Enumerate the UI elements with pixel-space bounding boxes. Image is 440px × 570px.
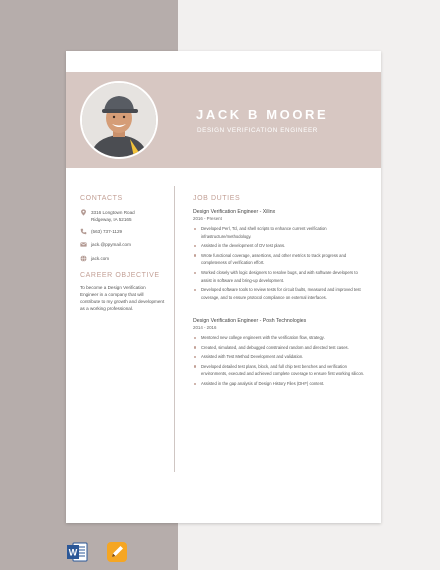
list-item: Developed detailed test plans, block, and full chip test benches and verification environments, executed and achieved complete coverage to ensure first working silicon. (193, 363, 365, 378)
resume-page (66, 51, 381, 523)
candidate-name: JACK B MOORE (196, 107, 329, 122)
bullet-icon (194, 228, 196, 230)
bullet-icon (194, 383, 196, 385)
word-icon-label: W (68, 547, 78, 558)
email-icon (80, 241, 87, 248)
word-icon[interactable] (66, 541, 88, 563)
candidate-title: DESIGN VERIFICATION ENGINEER (197, 127, 318, 134)
list-item: Wrote functional coverage, assertions, and other metrics to track progress and completeness of verification effort. (193, 252, 365, 267)
phone-icon (80, 228, 87, 235)
bullet-icon (194, 337, 196, 339)
email-text[interactable]: jack.@ppymail.com (91, 242, 131, 247)
list-item: Assisted with Test Method Development and validation. (193, 353, 365, 361)
bullet-icon (194, 346, 196, 348)
list-item: Worked closely with logic designers to resolve bugs, and with software developers to assist in software and bring-up development. (193, 269, 365, 284)
bullet-icon (194, 272, 196, 274)
pages-icon[interactable] (106, 541, 128, 563)
profile-photo (80, 81, 158, 159)
job-duties-heading: JOB DUTIES (193, 195, 241, 202)
job-1-duties-list (193, 225, 365, 303)
objective-text: To become a Design Verification Engineer in a company that will contribute to my growth and development as a working professional. (80, 285, 165, 311)
list-item: Developed software tools to review tests for circuit faults, measured and improved test coverage, and to ensure protocol compliance on external interfaces. (193, 286, 365, 301)
bullet-icon (194, 356, 196, 358)
location-pin-icon (80, 209, 87, 216)
globe-icon (80, 255, 87, 262)
list-item: Created, simulated, and debugged constrained random and directed test cases. (193, 344, 365, 352)
list-item: Assisted in the gap analysis of Design History Files (DHF) content. (193, 380, 365, 388)
phone-text: (563) 737-1129 (91, 229, 123, 234)
bullet-icon (194, 289, 196, 291)
job-2-duties-list (193, 334, 365, 390)
job-2-dates: 2014 - 2016 (193, 325, 217, 330)
objective-heading: CAREER OBJECTIVE (80, 272, 160, 279)
bullet-icon (194, 365, 196, 367)
contacts-heading: CONTACTS (80, 195, 123, 202)
column-divider (174, 186, 175, 472)
address-line-1: 3316 Longtown Road (91, 210, 135, 215)
job-1-dates: 2016 - Present (193, 216, 222, 221)
list-item: Developed Perl, Tcl, and shell scripts to enhance current verification infrastructure/methodology. (193, 225, 365, 240)
bullet-icon (194, 254, 196, 256)
list-item: Assisted in the development of DV test plans. (193, 242, 365, 250)
job-2-title: Design Verification Engineer - Posh Technologies (193, 318, 307, 324)
website-text[interactable]: jack.com (91, 256, 110, 261)
list-item: Mentored new college engineers with the verification flow, strategy. (193, 334, 365, 342)
address-line-2: Ridgeway, IA 52165 (91, 217, 132, 222)
bullet-icon (194, 245, 196, 247)
job-1-title: Design Verification Engineer - Xilinx (193, 209, 276, 215)
